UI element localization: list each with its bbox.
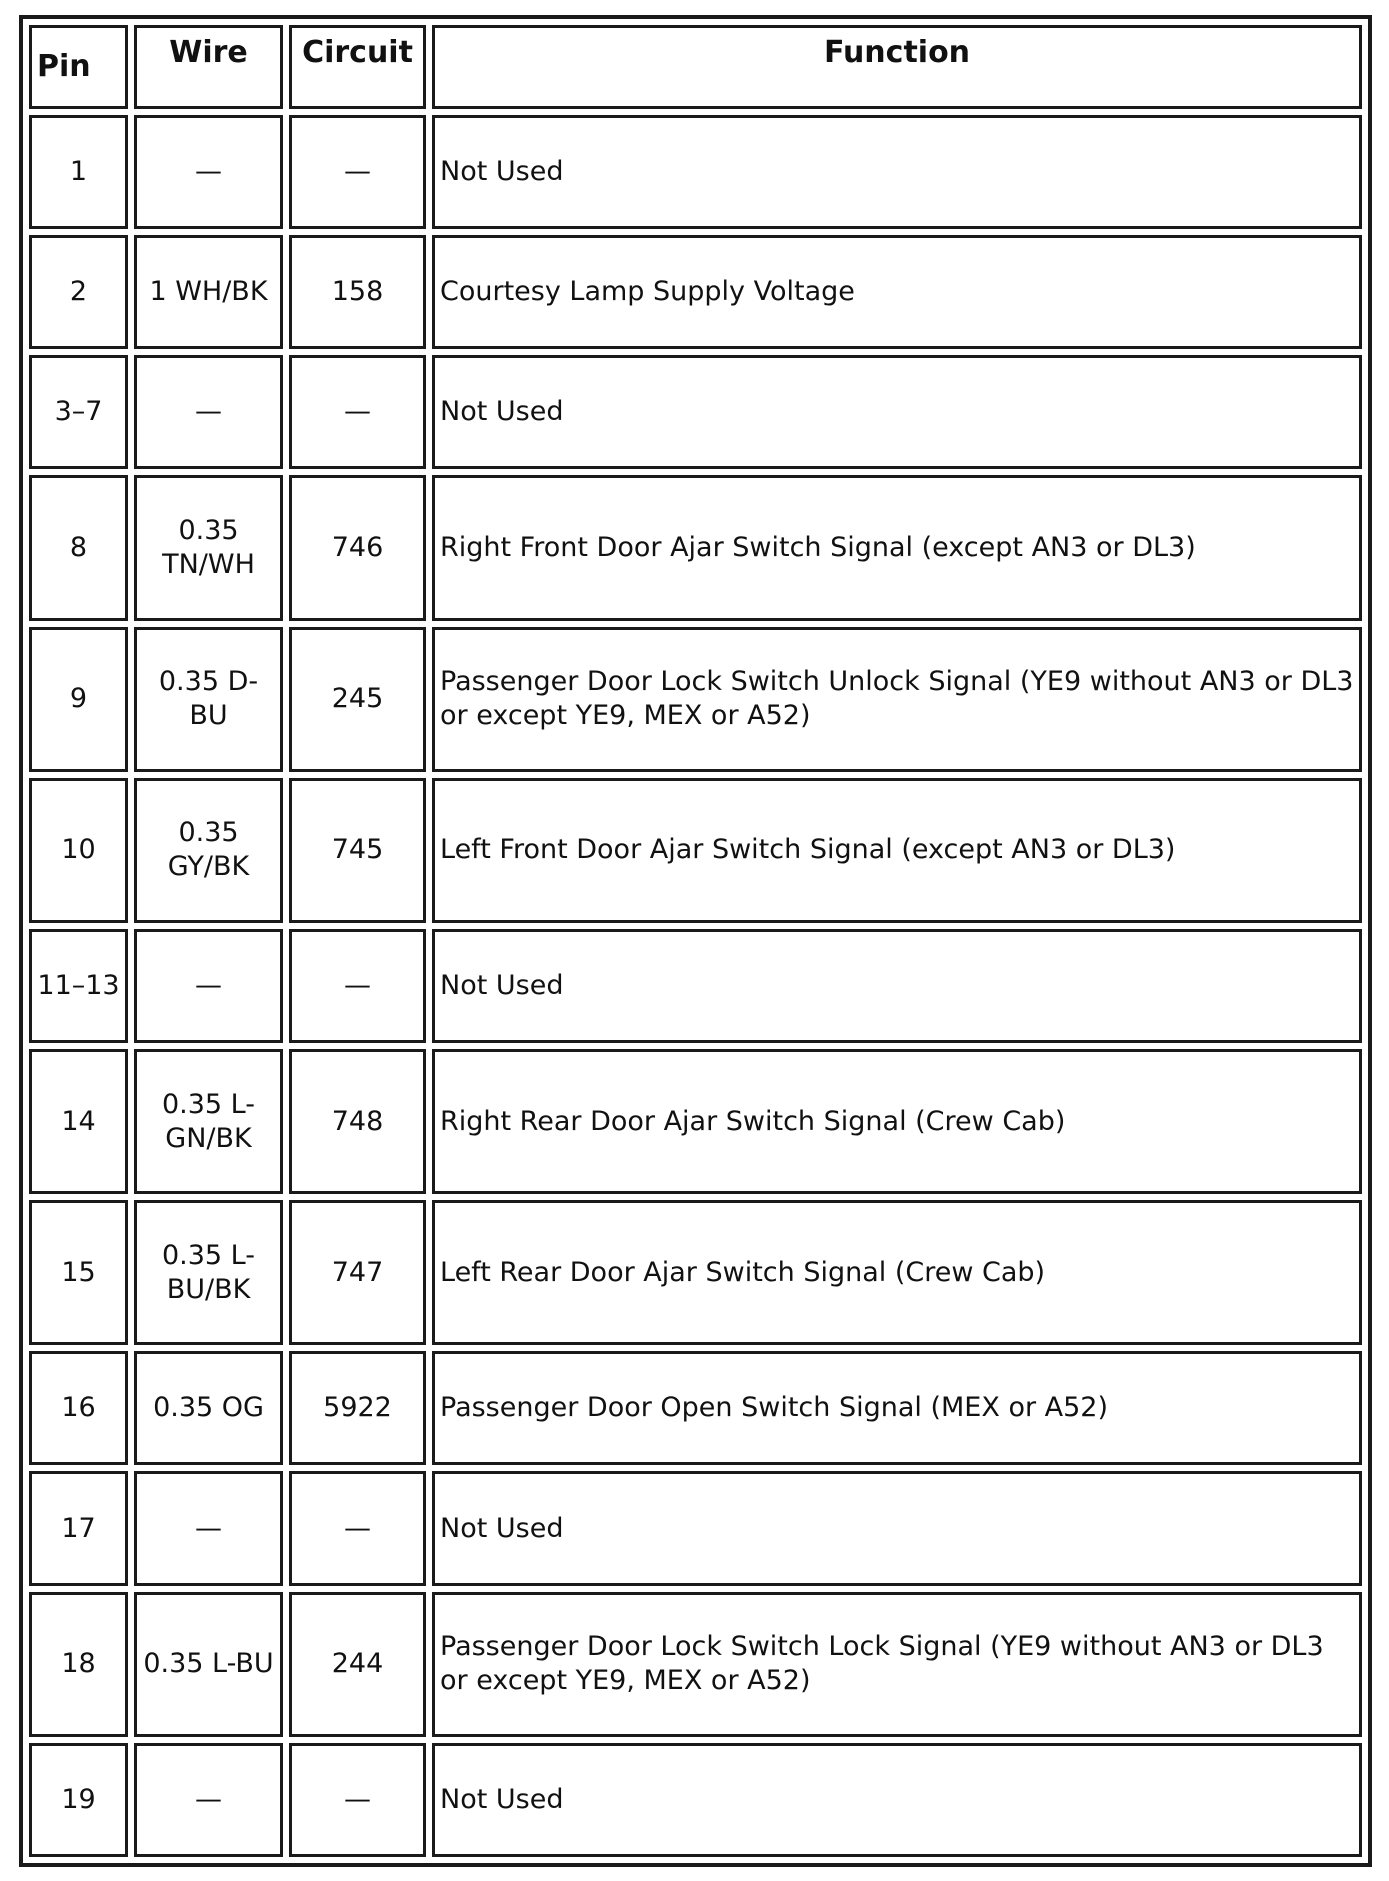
circuit-cell: — [289, 115, 426, 229]
table-row [29, 778, 1362, 923]
table-row [29, 1471, 1362, 1585]
wire-cell: 0.35 TN/WH [134, 475, 283, 620]
circuit-cell: 745 [289, 778, 426, 923]
wire-cell: 0.35 L-BU/BK [134, 1200, 283, 1345]
header-circuit: Circuit [289, 25, 426, 109]
wire-cell: — [134, 1743, 283, 1857]
circuit-cell: 748 [289, 1049, 426, 1194]
wire-cell: 1 WH/BK [134, 235, 283, 349]
wire-cell: 0.35 D-BU [134, 627, 283, 772]
wire-cell: 0.35 L-BU [134, 1592, 283, 1737]
function-cell: Passenger Door Open Switch Signal (MEX or A52) [432, 1351, 1362, 1465]
pin-cell: 1 [29, 115, 128, 229]
circuit-cell: — [289, 355, 426, 469]
table-row [29, 355, 1362, 469]
table-row [29, 929, 1362, 1043]
function-cell: Not Used [432, 115, 1362, 229]
pin-cell: 11–13 [29, 929, 128, 1043]
header-wire: Wire [134, 25, 283, 109]
wire-cell: 0.35 OG [134, 1351, 283, 1465]
pin-cell: 10 [29, 778, 128, 923]
pin-function-table [19, 15, 1372, 1867]
pin-cell: 18 [29, 1592, 128, 1737]
wire-cell: 0.35 GY/BK [134, 778, 283, 923]
pin-cell: 15 [29, 1200, 128, 1345]
function-cell: Passenger Door Lock Switch Unlock Signal (YE9 without AN3 or DL3 or except YE9, MEX or A52) [432, 627, 1362, 772]
pin-cell: 2 [29, 235, 128, 349]
wire-cell: — [134, 929, 283, 1043]
function-cell: Not Used [432, 1471, 1362, 1585]
table-row [29, 1351, 1362, 1465]
circuit-cell: 245 [289, 627, 426, 772]
function-cell: Right Front Door Ajar Switch Signal (except AN3 or DL3) [432, 475, 1362, 620]
table-row [29, 475, 1362, 620]
table-row [29, 1592, 1362, 1737]
function-cell: Not Used [432, 355, 1362, 469]
table-row [29, 1200, 1362, 1345]
pin-cell: 8 [29, 475, 128, 620]
pin-cell: 3–7 [29, 355, 128, 469]
table-header-row [29, 25, 1362, 109]
table-row [29, 235, 1362, 349]
pin-cell: 19 [29, 1743, 128, 1857]
wire-cell: — [134, 355, 283, 469]
table-row [29, 115, 1362, 229]
table-row [29, 1049, 1362, 1194]
function-cell: Courtesy Lamp Supply Voltage [432, 235, 1362, 349]
function-cell: Right Rear Door Ajar Switch Signal (Crew Cab) [432, 1049, 1362, 1194]
pin-cell: 14 [29, 1049, 128, 1194]
pin-cell: 17 [29, 1471, 128, 1585]
circuit-cell: 5922 [289, 1351, 426, 1465]
wire-cell: — [134, 115, 283, 229]
function-cell: Not Used [432, 929, 1362, 1043]
circuit-cell: — [289, 1471, 426, 1585]
function-cell: Left Rear Door Ajar Switch Signal (Crew Cab) [432, 1200, 1362, 1345]
circuit-cell: 244 [289, 1592, 426, 1737]
function-cell: Not Used [432, 1743, 1362, 1857]
circuit-cell: — [289, 1743, 426, 1857]
circuit-cell: — [289, 929, 426, 1043]
function-cell: Passenger Door Lock Switch Lock Signal (YE9 without AN3 or DL3 or except YE9, MEX or A52) [432, 1592, 1362, 1737]
wire-cell: 0.35 L-GN/BK [134, 1049, 283, 1194]
table-row [29, 627, 1362, 772]
table-row [29, 1743, 1362, 1857]
wire-cell: — [134, 1471, 283, 1585]
circuit-cell: 158 [289, 235, 426, 349]
circuit-cell: 747 [289, 1200, 426, 1345]
function-cell: Left Front Door Ajar Switch Signal (except AN3 or DL3) [432, 778, 1362, 923]
header-pin: Pin [29, 25, 128, 109]
pin-cell: 16 [29, 1351, 128, 1465]
header-function: Function [432, 25, 1362, 109]
pin-cell: 9 [29, 627, 128, 772]
circuit-cell: 746 [289, 475, 426, 620]
